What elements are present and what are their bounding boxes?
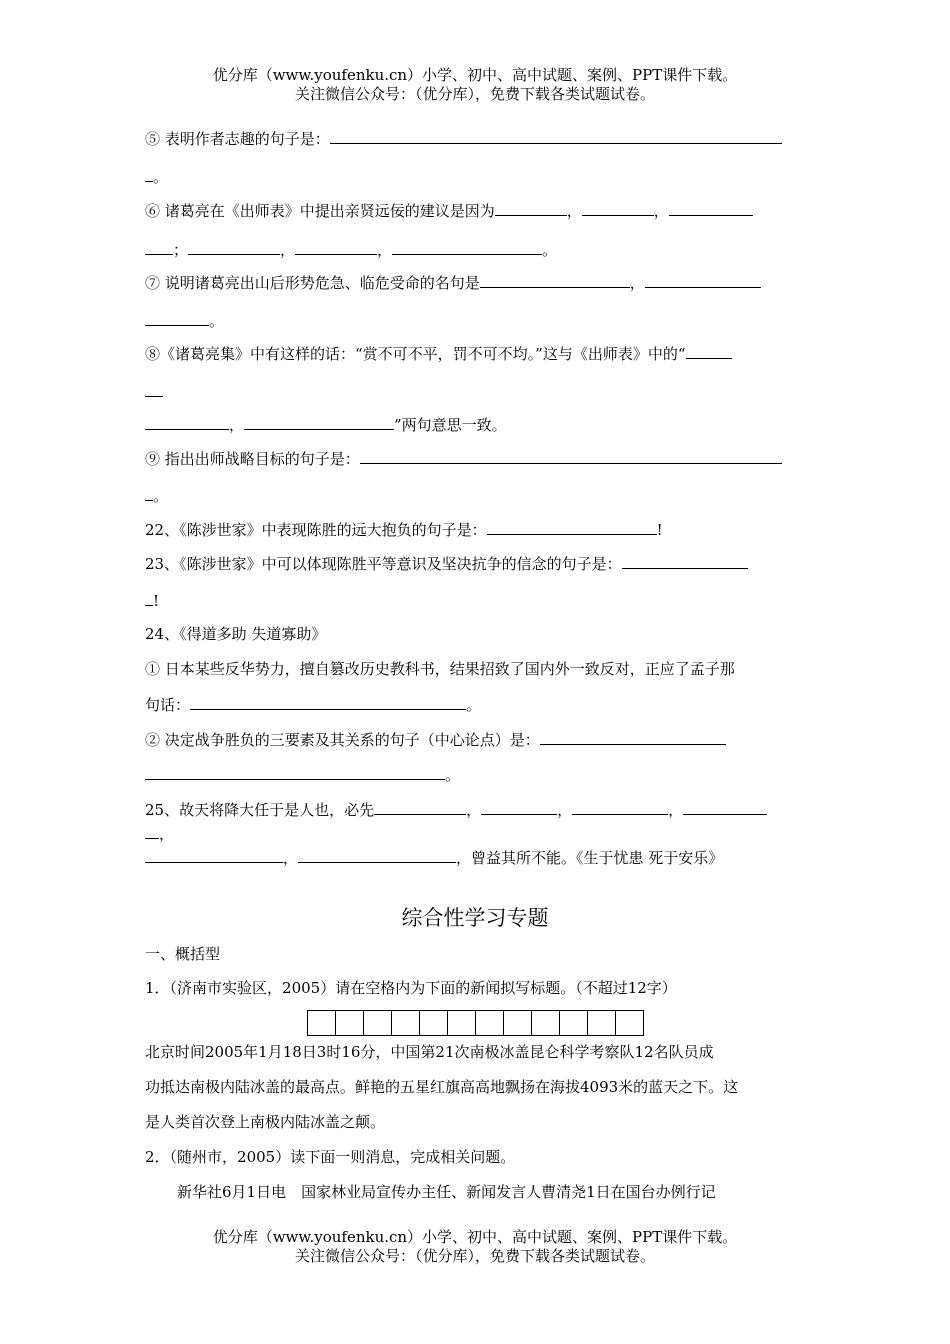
q5-line: ⑤ 表明作者志趣的句子是： <box>145 128 782 149</box>
xinhua-line: 新华社6月1日电 国家林业局宣传办主任、新闻发言人曹清尧1日在国台办例行记 <box>177 1183 716 1201</box>
q25-line-cont2: ， ，曾益其所不能。《生于忧患 死于安乐》 <box>145 847 723 868</box>
grid-cell[interactable] <box>588 1011 616 1035</box>
header-line-1: 优分库（www.youfenku.cn）小学、初中、高中试题、案例、PPT课件下载。 <box>212 66 738 84</box>
q22-line: 22、《陈涉世家》中表现陈胜的远大抱负的句子是： ! <box>145 521 663 539</box>
grid-cell[interactable] <box>308 1011 336 1035</box>
q24-line: 24、《得道多助 失道寡助》 <box>145 625 327 643</box>
q24-1-line: ① 日本某些反华势力，擅自篡改历史教科书，结果招致了国内外一致反对，正应了孟子那 <box>145 660 735 678</box>
q8-line-cont2: ， ”两句意思一致。 <box>145 414 507 435</box>
grid-cell[interactable] <box>532 1011 560 1035</box>
q24-2-line: ② 决定战争胜负的三要素及其关系的句子（中心论点）是： <box>145 729 726 750</box>
page-header-top <box>0 66 950 104</box>
q6-line: ⑥ 诸葛亮在《出师表》中提出亲贤远佞的建议是因为 ， ， <box>145 200 753 221</box>
grid-cell[interactable] <box>364 1011 392 1035</box>
grid-cell[interactable] <box>560 1011 588 1035</box>
q6-line-cont: ； ， ， 。 <box>145 239 557 260</box>
q23-line: 23、《陈涉世家》中可以体现陈胜平等意识及坚决抗争的信念的句子是： <box>145 553 748 574</box>
q25-line: 25、故天将降大任于是人也，必先 ， ， ， <box>145 799 767 820</box>
news-line-2: 功抵达南极内陆冰盖的最高点。鲜艳的五星红旗高高地飘扬在海拔4093米的蓝天之下。这 <box>145 1078 739 1096</box>
footer-line-2: 关注微信公众号：（优分库），免费下载各类试题试卷。 <box>294 1247 655 1265</box>
q9-line: ⑨ 指出出师战略目标的句子是： <box>145 448 782 469</box>
q5-line-cont: 。 <box>145 166 168 187</box>
grid-cell[interactable] <box>476 1011 504 1035</box>
q25-line-cont1: ， <box>145 823 174 844</box>
grid-cell[interactable] <box>504 1011 532 1035</box>
problem-2: 2．（随州市，2005）读下面一则消息，完成相关问题。 <box>145 1148 516 1166</box>
grid-cell[interactable] <box>336 1011 364 1035</box>
q24-2-line-cont: 。 <box>145 764 460 785</box>
q7-line-cont: 。 <box>145 310 224 331</box>
footer-line-1: 优分库（www.youfenku.cn）小学、初中、高中试题、案例、PPT课件下载。 <box>212 1228 738 1246</box>
q23-line-cont: ! <box>145 590 159 611</box>
grid-cell[interactable] <box>616 1011 643 1035</box>
news-line-3: 是人类首次登上南极内陆冰盖之颠。 <box>145 1113 386 1131</box>
problem-1: 1．（济南市实验区，2005）请在空格内为下面的新闻拟写标题。（不超过12字） <box>145 979 677 997</box>
grid-cell[interactable] <box>392 1011 420 1035</box>
q7-line: ⑦ 说明诸葛亮出山后形势危急、临危受命的名句是 ， <box>145 272 761 293</box>
section-1-label: 一、概括型 <box>145 945 221 963</box>
grid-cell[interactable] <box>420 1011 448 1035</box>
header-line-2: 关注微信公众号：（优分库），免费下载各类试题试卷。 <box>294 85 655 103</box>
q9-line-cont: 。 <box>145 485 168 506</box>
page-footer <box>0 1228 950 1266</box>
news-line-1: 北京时间2005年1月18日3时16分，中国第21次南极冰盖昆仑科学考察队12名队员成 <box>145 1043 714 1061</box>
section-title: 综合性学习专题 <box>401 906 549 930</box>
grid-cell[interactable] <box>448 1011 476 1035</box>
q8-line: ⑧《诸葛亮集》中有这样的话：“赏不可不平，罚不可不均。”这与《出师表》中的“ <box>145 343 732 364</box>
q24-1-line-cont: 句话： 。 <box>145 696 482 714</box>
answer-grid[interactable] <box>307 1010 644 1036</box>
q8-line-cont1 <box>145 381 163 402</box>
